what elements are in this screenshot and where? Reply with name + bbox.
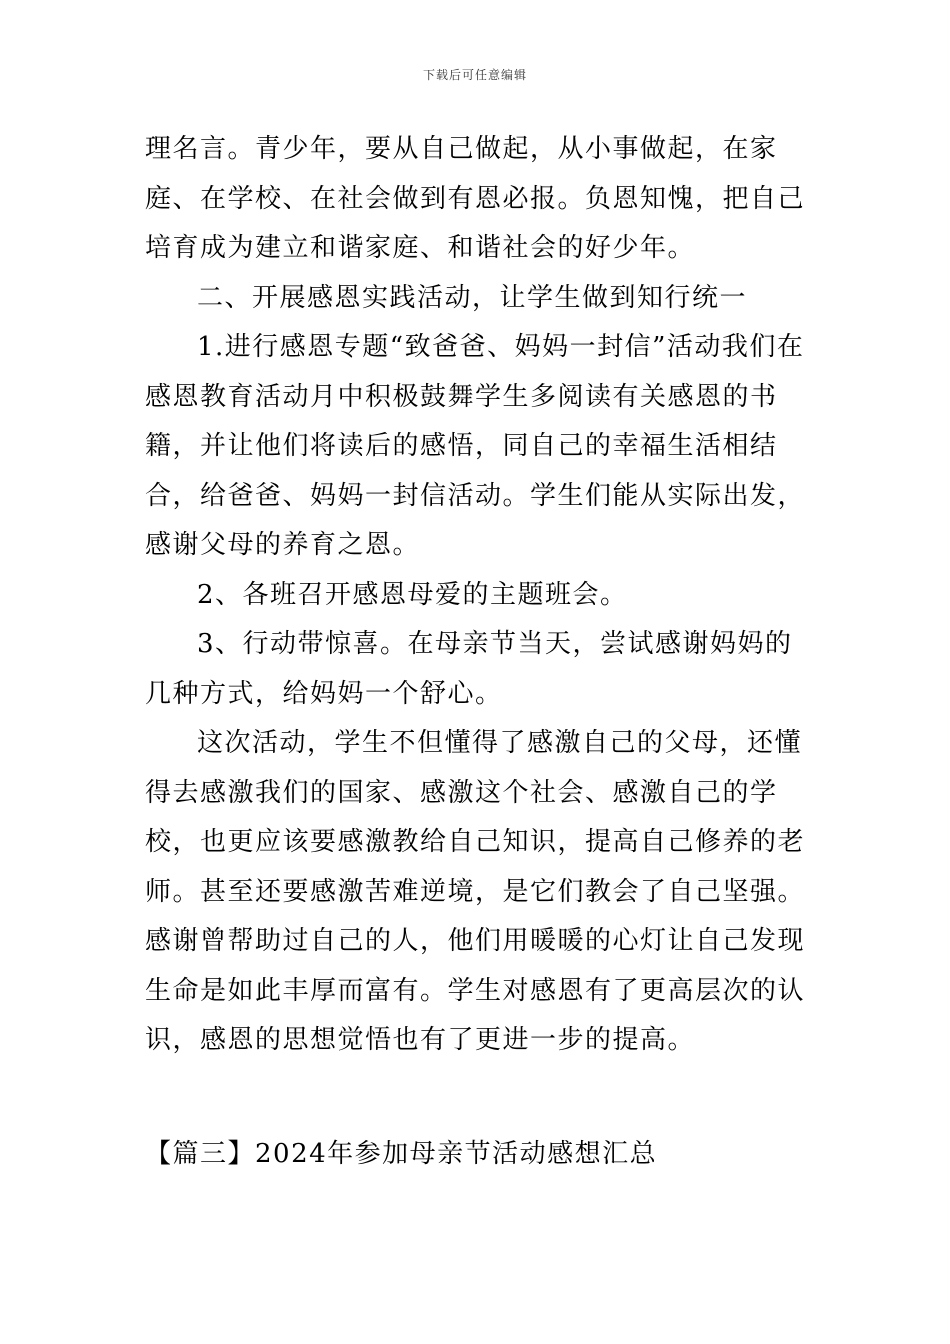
paragraph-summary: 这次活动，学生不但懂得了感激自己的父母，还懂得去感激我们的国家、感激这个社会、感激自己的学校，也更应该要感激教给自己知识，提高自己修养的老师。甚至还要感激苦难逆境，是它们教会了自己坚强。感谢曾帮助过自己的人，他们用暖暖的心灯让自己发现生命是如此丰厚而富有。学生对感恩有了更高层次的认识，感恩的思想觉悟也有了更进一步的提高。 — [145, 728, 806, 1055]
paragraph-item-1: 1.进行感恩专题“致爸爸、妈妈一封信”活动我们在感恩教育活动月中积极鼓舞学生多阅读有关感恩的书籍，并让他们将读后的感悟，同自己的幸福生活相结合，给爸爸、妈妈一封信活动。学生们能从实际出发，感谢父母的养育之恩。 — [145, 332, 806, 560]
section-spacer — [145, 1066, 810, 1130]
section-heading-part-three: 【篇三】2024年参加母亲节活动感想汇总 — [145, 1138, 658, 1169]
paragraph-item-2: 2、各班召开感恩母爱的主题班会。 — [197, 579, 628, 610]
paragraph-item-3: 3、行动带惊喜。在母亲节当天，尝试感谢妈妈的几种方式，给妈妈一个舒心。 — [145, 629, 793, 709]
document-body — [145, 125, 810, 1179]
section-heading-two: 二、开展感恩实践活动，让学生做到知行统一 — [197, 282, 748, 313]
paragraph-continuation: 理名言。青少年，要从自己做起，从小事做起，在家庭、在学校、在社会做到有恩必报。负恩知愧，把自己培育成为建立和谐家庭、和谐社会的好少年。 — [145, 134, 806, 263]
page-header-note: 下载后可任意编辑 — [422, 68, 527, 82]
